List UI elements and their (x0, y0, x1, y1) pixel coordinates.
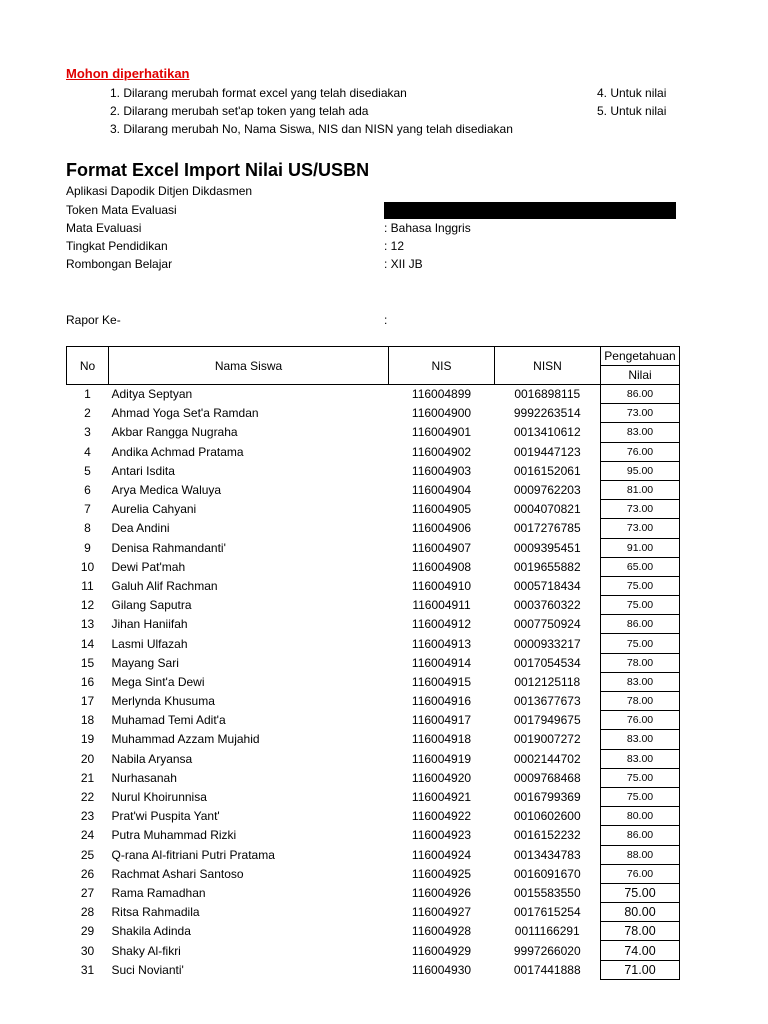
cell-name: Dea Andini (111, 521, 170, 536)
cell-nisn: 9997266020 (513, 943, 581, 958)
report-label: Rapor Ke- (66, 313, 121, 327)
table-row (67, 864, 680, 883)
header-knowledge: Pengetahuan (601, 347, 680, 366)
cell-score[interactable]: 73.00 (601, 500, 680, 519)
cell-no: 11 (81, 578, 94, 593)
cell-name: Rachmat Ashari Santoso (111, 866, 244, 881)
cell-no: 4 (84, 444, 91, 459)
cell-score[interactable]: 76.00 (601, 864, 680, 883)
cell-no: 5 (84, 463, 91, 478)
cell-score[interactable]: 75.00 (601, 634, 680, 653)
cell-nis: 116004903 (411, 463, 472, 478)
cell-name: Jihan Haniifah (111, 617, 188, 632)
cell-name: Shakila Adinda (111, 924, 191, 939)
cell-nis: 116004912 (411, 617, 472, 632)
cell-no: 1 (84, 387, 91, 402)
table-row (67, 615, 680, 634)
cell-no: 31 (80, 962, 95, 977)
cell-nis: 116004913 (411, 636, 472, 651)
cell-name: Suci Novianti' (111, 962, 184, 977)
cell-score[interactable]: 76.00 (601, 442, 680, 461)
cell-nis: 116004906 (411, 521, 472, 536)
cell-score[interactable]: 75.00 (601, 596, 680, 615)
cell-nisn: 0017276785 (513, 521, 581, 536)
cell-nis: 116004923 (411, 828, 472, 843)
cell-name: Putra Muhammad Rizki (111, 828, 237, 843)
cell-score[interactable]: 74.00 (601, 941, 680, 960)
cell-no: 14 (80, 636, 95, 651)
cell-no: 25 (80, 847, 95, 862)
cell-nis: 116004926 (411, 885, 472, 900)
cell-no: 10 (80, 559, 95, 574)
cell-name: Ahmad Yoga Set'a Ramdan (111, 406, 259, 421)
cell-nisn: 0017949675 (513, 713, 581, 728)
cell-score[interactable]: 86.00 (601, 385, 680, 404)
cell-nis: 116004901 (411, 425, 472, 440)
table-row (67, 826, 680, 845)
cell-nisn: 0017054534 (513, 655, 581, 670)
cell-no: 15 (80, 655, 95, 670)
cell-score[interactable]: 95.00 (601, 461, 680, 480)
cell-nis: 116004928 (411, 924, 472, 939)
table-row (67, 557, 680, 576)
cell-nisn: 0011166291 (514, 924, 580, 939)
table-row (67, 442, 680, 461)
cell-nis: 116004918 (411, 732, 472, 747)
class-label: Rombongan Belajar (66, 257, 173, 271)
rule-3: 3. Dilarang merubah No, Nama Siswa, NIS dan NISN yang telah disediakan (110, 122, 513, 136)
cell-nis: 116004899 (411, 387, 472, 402)
cell-nis: 116004908 (411, 559, 472, 574)
cell-nisn: 0019655882 (513, 559, 581, 574)
header-nisn: NISN (495, 347, 601, 385)
table-row (67, 749, 680, 768)
cell-score[interactable]: 78.00 (601, 922, 680, 941)
table-row (67, 922, 680, 941)
table-row (67, 845, 680, 864)
cell-score[interactable]: 73.00 (601, 519, 680, 538)
cell-score[interactable]: 80.00 (601, 903, 680, 922)
cell-nis: 116004920 (411, 770, 472, 785)
cell-score[interactable]: 75.00 (601, 787, 680, 806)
cell-name: Akbar Rangga Nugraha (111, 425, 238, 440)
cell-score[interactable]: 75.00 (601, 576, 680, 595)
cell-no: 7 (84, 502, 91, 517)
cell-name: Shaky Al-fikri (111, 943, 181, 958)
cell-nisn: 0015583550 (513, 885, 581, 900)
cell-no: 16 (80, 674, 95, 689)
table-row (67, 883, 680, 902)
cell-nisn: 0016152061 (513, 463, 581, 478)
cell-score[interactable]: 78.00 (601, 653, 680, 672)
table-row (67, 653, 680, 672)
table-row (67, 787, 680, 806)
cell-name: Prat'wi Puspita Yant' (111, 809, 220, 824)
cell-no: 13 (80, 617, 95, 632)
cell-no: 22 (80, 790, 95, 805)
cell-score[interactable]: 83.00 (601, 730, 680, 749)
cell-name: Arya Medica Waluya (111, 483, 222, 498)
cell-name: Dewi Pat'mah (111, 559, 186, 574)
cell-score[interactable]: 78.00 (601, 692, 680, 711)
cell-nisn: 0013410612 (513, 425, 581, 440)
cell-score[interactable]: 86.00 (601, 826, 680, 845)
cell-name: Merlynda Khusuma (111, 694, 215, 709)
cell-name: Nabila Aryansa (111, 751, 193, 766)
cell-score[interactable]: 86.00 (601, 615, 680, 634)
class-value: : XII JB (384, 257, 423, 271)
rule-4: 4. Untuk nilai (597, 86, 667, 100)
cell-name: Andika Achmad Pratama (111, 444, 244, 459)
cell-name: Galuh Alif Rachman (111, 578, 218, 593)
table-row (67, 423, 680, 442)
cell-no: 9 (84, 540, 91, 555)
cell-nisn: 0013434783 (513, 847, 581, 862)
cell-nisn: 0012125118 (514, 674, 581, 689)
rule-2: 2. Dilarang merubah set'ap token yang telah ada (110, 104, 369, 118)
cell-nis: 116004919 (411, 751, 472, 766)
table-row (67, 480, 680, 499)
cell-nis: 116004927 (411, 905, 472, 920)
table-row (67, 960, 680, 979)
cell-no: 3 (84, 425, 91, 440)
cell-nis: 116004915 (411, 674, 472, 689)
cell-name: Rama Ramadhan (111, 885, 206, 900)
cell-nis: 116004905 (411, 502, 472, 517)
subject-value: : Bahasa Inggris (384, 221, 471, 235)
cell-no: 21 (80, 770, 95, 785)
cell-no: 23 (80, 809, 95, 824)
cell-name: Denisa Rahmandanti' (111, 540, 226, 555)
subject-label: Mata Evaluasi (66, 221, 142, 235)
cell-score[interactable]: 65.00 (601, 557, 680, 576)
cell-score[interactable]: 76.00 (601, 711, 680, 730)
notice-title: Mohon diperhatikan (66, 66, 190, 81)
cell-nis: 116004921 (411, 790, 472, 805)
header-score: Nilai (601, 366, 680, 385)
cell-nis: 116004914 (411, 655, 472, 670)
grade-rows (67, 385, 680, 980)
cell-score[interactable]: 88.00 (601, 845, 680, 864)
cell-nis: 116004925 (411, 866, 472, 881)
header-name: Nama Siswa (109, 347, 389, 385)
cell-no: 29 (80, 924, 95, 939)
cell-no: 8 (84, 521, 91, 536)
table-row (67, 711, 680, 730)
cell-nisn: 0002144702 (513, 751, 581, 766)
cell-nisn: 0009395451 (513, 540, 581, 555)
cell-nis: 116004911 (412, 598, 471, 613)
cell-name: Mayang Sari (111, 655, 179, 670)
table-row (67, 730, 680, 749)
cell-nis: 116004910 (411, 578, 472, 593)
cell-nisn: 0016898115 (514, 387, 581, 402)
cell-name: Nurul Khoirunnisa (111, 790, 207, 805)
table-row (67, 807, 680, 826)
cell-nis: 116004930 (411, 962, 472, 977)
header-no: No (67, 347, 109, 385)
cell-nisn: 0010602600 (513, 809, 581, 824)
cell-nis: 116004900 (411, 406, 472, 421)
cell-nisn: 0007750924 (513, 617, 581, 632)
cell-score[interactable]: 75.00 (601, 883, 680, 902)
report-value: : (384, 313, 388, 327)
table-row (67, 385, 680, 404)
cell-no: 2 (84, 406, 91, 421)
cell-nisn: 0005718434 (513, 578, 581, 593)
table-row (67, 672, 680, 691)
cell-name: Aditya Septyan (111, 387, 193, 402)
cell-name: Aurelia Cahyani (111, 502, 197, 517)
rule-1: 1. Dilarang merubah format excel yang telah disediakan (110, 86, 407, 100)
grades-table (66, 346, 680, 980)
cell-nisn: 0003760322 (513, 598, 581, 613)
table-row (67, 538, 680, 557)
cell-nisn: 0017441888 (513, 962, 581, 977)
cell-score[interactable]: 83.00 (601, 672, 680, 691)
cell-no: 17 (80, 694, 95, 709)
token-value-redacted (384, 202, 676, 219)
cell-no: 20 (80, 751, 95, 766)
cell-nisn: 0000933217 (513, 636, 581, 651)
grade-value: : 12 (384, 239, 405, 253)
cell-no: 28 (80, 905, 95, 920)
cell-nis: 116004917 (411, 713, 472, 728)
cell-no: 27 (80, 885, 95, 900)
rule-5: 5. Untuk nilai (597, 104, 667, 118)
cell-score[interactable]: 91.00 (601, 538, 680, 557)
cell-nis: 116004916 (411, 694, 472, 709)
cell-nisn: 0009762203 (513, 483, 581, 498)
cell-nis: 116004922 (411, 809, 472, 824)
cell-name: Ritsa Rahmadila (111, 905, 200, 920)
token-label: Token Mata Evaluasi (66, 203, 177, 217)
cell-name: Muhammad Azzam Mujahid (111, 732, 260, 747)
cell-score[interactable]: 80.00 (601, 807, 680, 826)
cell-nisn: 0019007272 (513, 732, 581, 747)
cell-name: Mega Sint'a Dewi (111, 674, 205, 689)
table-row (67, 941, 680, 960)
cell-no: 6 (84, 483, 91, 498)
cell-no: 24 (80, 828, 95, 843)
cell-nisn: 0013677673 (513, 694, 581, 709)
cell-nisn: 9992263514 (513, 406, 581, 421)
cell-no: 12 (80, 598, 95, 613)
document-title: Format Excel Import Nilai US/USBN (66, 160, 370, 180)
cell-name: Nurhasanah (111, 770, 177, 785)
table-row (67, 692, 680, 711)
table-row (67, 596, 680, 615)
cell-name: Muhamad Temi Adit'a (111, 713, 226, 728)
cell-nisn: 0004070821 (513, 502, 581, 517)
cell-nis: 116004902 (411, 444, 472, 459)
table-row (67, 768, 680, 787)
cell-nisn: 0009768468 (513, 770, 581, 785)
document-subtitle: Aplikasi Dapodik Ditjen Dikdasmen (66, 184, 253, 198)
cell-nisn: 0016799369 (513, 790, 581, 805)
header-nis: NIS (389, 347, 495, 385)
table-row (67, 903, 680, 922)
cell-score[interactable]: 71.00 (601, 960, 680, 979)
cell-name: Lasmi Ulfazah (111, 636, 188, 651)
cell-no: 26 (80, 866, 95, 881)
cell-nis: 116004907 (411, 540, 472, 555)
cell-score[interactable]: 83.00 (601, 749, 680, 768)
cell-score[interactable]: 73.00 (601, 404, 680, 423)
cell-no: 30 (80, 943, 95, 958)
table-row (67, 404, 680, 423)
cell-nis: 116004904 (411, 483, 472, 498)
table-row (67, 500, 680, 519)
cell-name: Q-rana Al-fitriani Putri Pratama (111, 847, 275, 862)
cell-no: 19 (80, 732, 95, 747)
grade-label: Tingkat Pendidikan (66, 239, 168, 253)
cell-score[interactable]: 75.00 (601, 768, 680, 787)
cell-name: Gilang Saputra (111, 598, 192, 613)
cell-nis: 116004929 (411, 943, 472, 958)
table-row (67, 634, 680, 653)
table-row (67, 576, 680, 595)
table-row (67, 519, 680, 538)
cell-nisn: 0019447123 (513, 444, 581, 459)
cell-nis: 116004924 (411, 847, 472, 862)
cell-score[interactable]: 81.00 (601, 480, 680, 499)
cell-name: Antari Isdita (111, 463, 175, 478)
cell-nisn: 0016152232 (513, 828, 581, 843)
cell-score[interactable]: 83.00 (601, 423, 680, 442)
cell-no: 18 (80, 713, 95, 728)
cell-nisn: 0016091670 (513, 866, 581, 881)
cell-nisn: 0017615254 (513, 905, 581, 920)
table-row (67, 461, 680, 480)
